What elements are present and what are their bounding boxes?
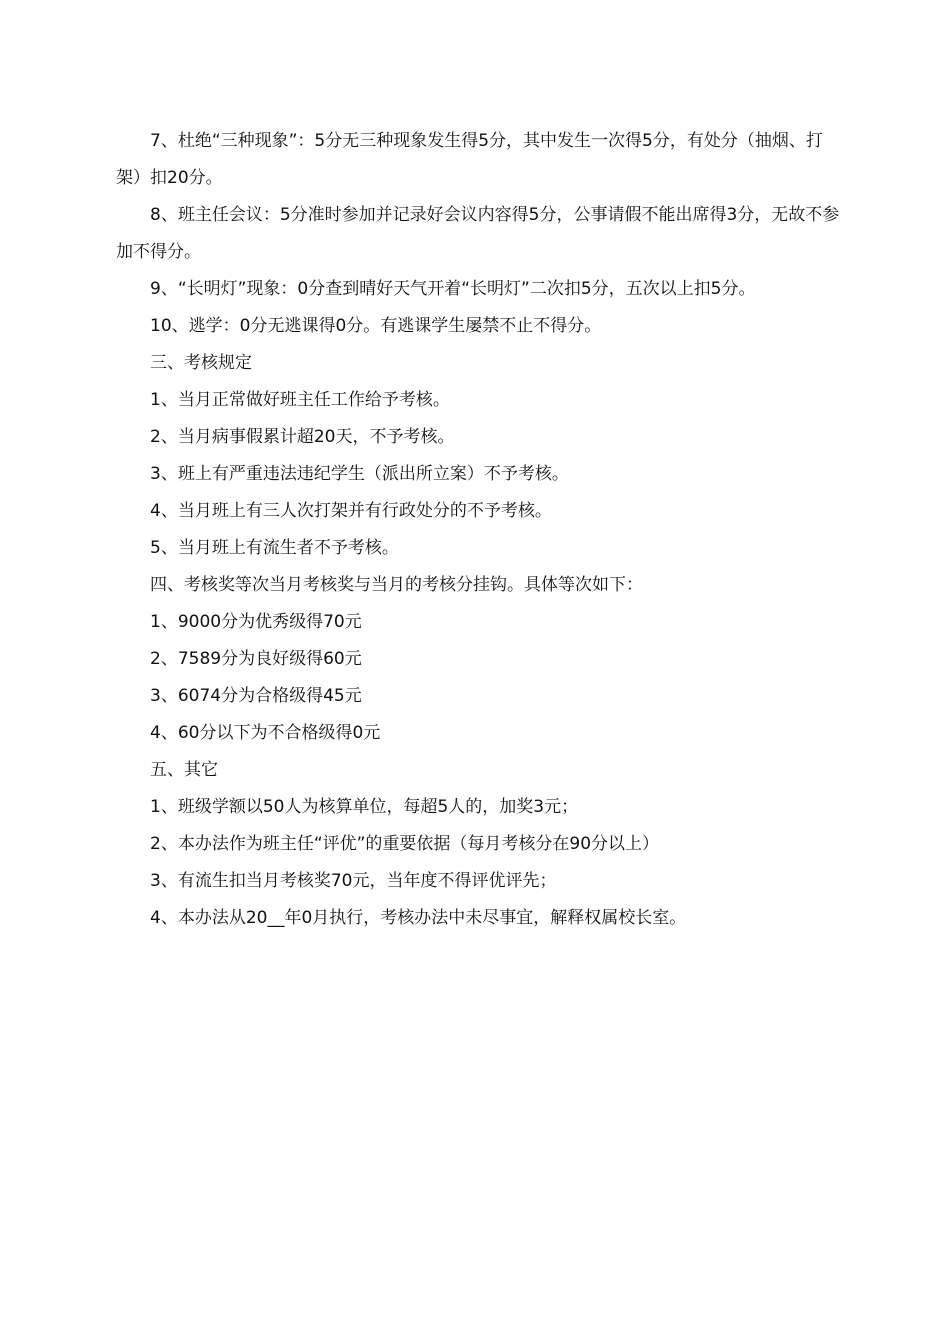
document-body (116, 123, 846, 937)
paragraph-award-2: 2、7589分为良好级得60元 (150, 649, 362, 669)
paragraph-other-2: 2、本办法作为班主任“评优”的重要依据（每月考核分在90分以上） (150, 834, 660, 854)
paragraph-rule-7: 7、杜绝“三种现象”：5分无三种现象发生得5分，其中发生一次得5分，有处分（抽烟、打架）扣20分。 (116, 131, 823, 188)
paragraph-assessment-1: 1、当月正常做好班主任工作给予考核。 (150, 390, 450, 410)
paragraph-assessment-2: 2、当月病事假累计超20天，不予考核。 (150, 427, 455, 447)
paragraph-assessment-4: 4、当月班上有三人次打架并有行政处分的不予考核。 (150, 501, 552, 521)
section-heading-award-levels: 四、考核奖等次当月考核奖与当月的考核分挂钩。具体等次如下： (150, 575, 643, 595)
paragraph-award-4: 4、60分以下为不合格级得0元 (150, 723, 381, 743)
paragraph-rule-8: 8、班主任会议：5分准时参加并记录好会议内容得5分，公事请假不能出席得3分，无故不参加不得分。 (116, 205, 840, 262)
section-heading-assessment-rules: 三、考核规定 (150, 353, 252, 373)
paragraph-other-1: 1、班级学额以50人为核算单位，每超5人的，加奖3元； (150, 797, 579, 817)
paragraph-rule-10: 10、逃学：0分无逃课得0分。有逃课学生屡禁不止不得分。 (150, 316, 602, 336)
paragraph-other-3: 3、有流生扣当月考核奖70元，当年度不得评优评先； (150, 871, 557, 891)
paragraph-rule-9: 9、“长明灯”现象：0分查到晴好天气开着“长明灯”二次扣5分，五次以上扣5分。 (150, 279, 756, 299)
section-heading-other: 五、其它 (150, 760, 218, 780)
paragraph-award-1: 1、9000分为优秀级得70元 (150, 612, 362, 632)
paragraph-award-3: 3、6074分为合格级得45元 (150, 686, 362, 706)
paragraph-assessment-5: 5、当月班上有流生者不予考核。 (150, 538, 399, 558)
paragraph-other-4: 4、本办法从20__年0月执行，考核办法中未尽事宜，解释权属校长室。 (150, 908, 687, 928)
paragraph-assessment-3: 3、班上有严重违法违纪学生（派出所立案）不予考核。 (150, 464, 569, 484)
